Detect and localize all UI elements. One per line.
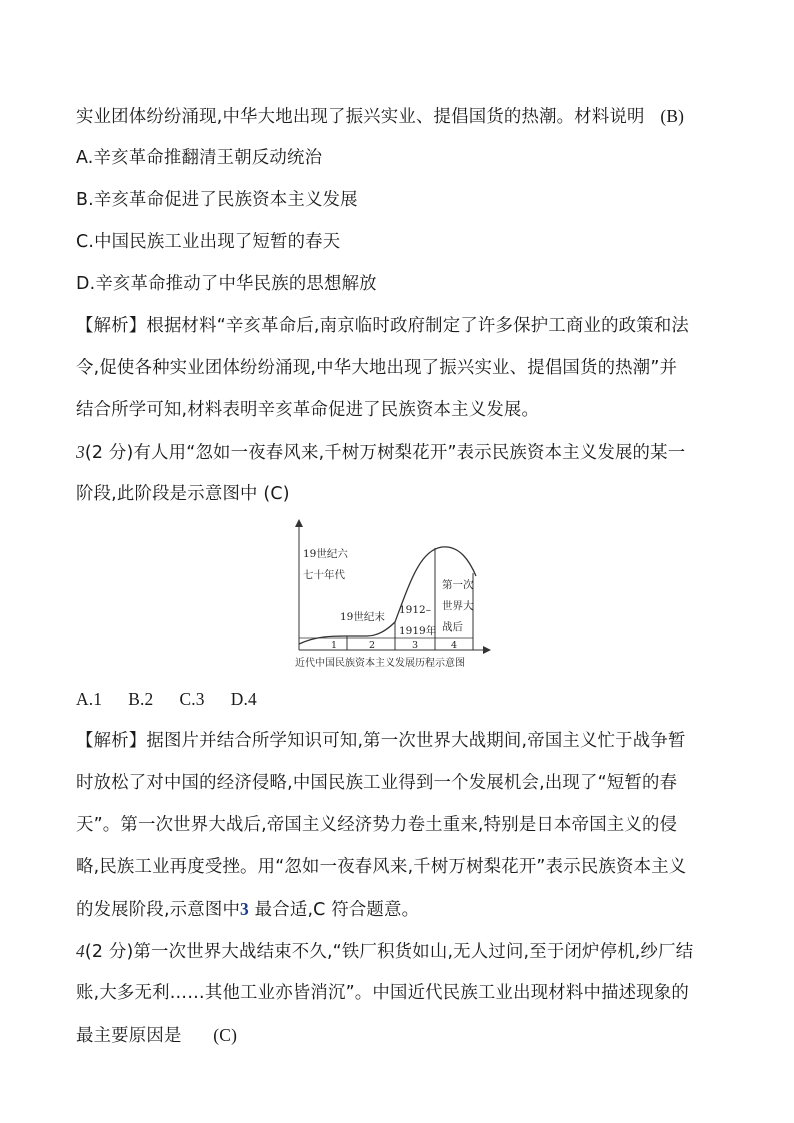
q2-answer: (B) (660, 106, 685, 126)
label-period-3a: 1912– (399, 604, 431, 616)
figure-caption: 近代中国民族资本主义发展历程示意图 (295, 658, 465, 669)
q4-stem-line-1 (76, 938, 693, 965)
q2-option-b: B.辛亥革命促进了民族资本主义发展 (76, 190, 358, 210)
segment-4: 4 (451, 640, 458, 651)
y-axis-arrow (295, 519, 303, 527)
q2-analysis-line-2: 令,促使各种实业团体纷纷涌现,中华大地出现了振兴实业、提倡国货的热潮”并 (76, 358, 678, 378)
q2-option-c: C.中国民族工业出现了短暂的春天 (76, 232, 341, 252)
q3-options (76, 686, 283, 713)
label-period-1a: 19世纪六 (303, 548, 348, 560)
q3-option-c: C.3 (179, 689, 205, 709)
q3-option-b: B.2 (128, 689, 154, 709)
q2-analysis-line-3: 结合所学可知,材料表明辛亥革命促进了民族资本主义发展。 (76, 400, 540, 420)
segment-3: 3 (412, 640, 419, 651)
q3-stem-text-1: (2 分)有人用“忽如一夜春风来,千树万树梨花开”表示民族资本主义发展的某一 (84, 443, 686, 463)
q4-stem-text-1: (2 分)第一次世界大战结束不久,“铁厂积货如山,无人过问,至于闭炉停机,纱厂结 (84, 942, 694, 962)
label-period-1b: 七十年代 (303, 569, 345, 581)
segment-2: 2 (369, 640, 376, 651)
label-period-4a: 第一次 (442, 579, 474, 591)
q3-option-a: A.1 (76, 689, 103, 709)
development-diagram (292, 518, 532, 676)
q4-stem-text-3: 最主要原因是 (76, 1026, 182, 1046)
label-period-3b: 1919年 (399, 625, 437, 637)
q3-analysis-5-pre: 的发展阶段,示意图中 (76, 900, 241, 920)
q2-stem-line (76, 103, 684, 130)
q4-number: 4 (76, 941, 85, 961)
q2-option-a: A.辛亥革命推翻清王朝反动统治 (76, 148, 323, 168)
q4-stem-line-3 (76, 1022, 237, 1049)
q3-analysis-line-1: 【解析】据图片并结合所学知识可知,第一次世界大战期间,帝国主义忙于战争暂 (76, 731, 686, 751)
q3-analysis-line-2: 时放松了对中国的经济侵略,中国民族工业得到一个发展机会,出现了“短暂的春 (76, 773, 678, 793)
q2-stem-text: 实业团体纷纷涌现,中华大地出现了振兴实业、提倡国货的热潮。材料说明 (76, 107, 645, 127)
q4-stem-line-2: 账,大多无利……其他工业亦皆消沉”。中国近代民族工业出现材料中描述现象的 (76, 983, 690, 1003)
q3-analysis-line-4: 略,民族工业再度受挫。用“忽如一夜春风来,千树万树梨花开”表示民族资本主义 (76, 857, 687, 877)
q2-analysis-line-1: 【解析】根据材料“辛亥革命后,南京临时政府制定了许多保护工商业的政策和法 (76, 316, 690, 336)
q3-analysis-highlight: 3 (240, 899, 249, 919)
q3-number: 3 (76, 442, 85, 462)
q2-option-d: D.辛亥革命推动了中华民族的思想解放 (76, 274, 377, 294)
q3-stem-line-2: 阶段,此阶段是示意图中 (C) (76, 484, 290, 504)
label-period-4c: 战后 (442, 621, 463, 633)
x-axis-arrow (483, 646, 491, 654)
q3-option-d: D.4 (230, 689, 257, 709)
label-period-2: 19世纪末 (340, 611, 385, 623)
q3-stem-line-1 (76, 439, 685, 466)
label-period-4b: 世界大 (442, 600, 474, 612)
q3-analysis-5-post: 最合适,C 符合题意。 (248, 900, 420, 920)
q4-answer: (C) (213, 1025, 238, 1045)
q3-analysis-line-3: 天”。第一次世界大战后,帝国主义经济势力卷土重来,特别是日本帝国主义的侵 (76, 815, 678, 835)
q3-analysis-line-5 (76, 896, 419, 923)
segment-1: 1 (331, 640, 338, 651)
